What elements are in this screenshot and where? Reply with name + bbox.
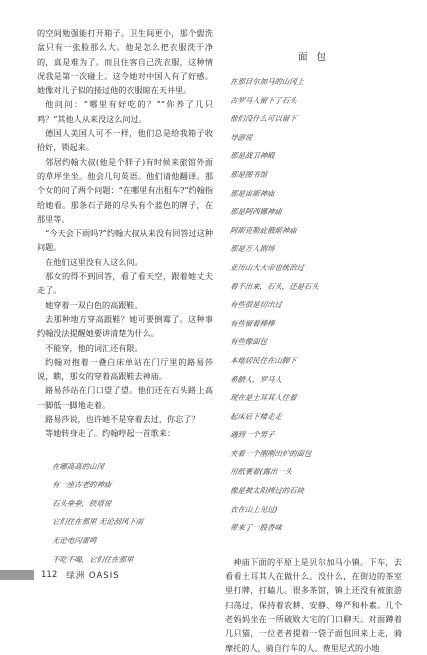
poem-line: 古罗马人留下了石头: [229, 95, 298, 105]
poem-line: 衣在山上见过): [229, 504, 278, 514]
page-footer: [0, 570, 160, 580]
paragraph: 不能穿，他的词汇还有限。: [45, 342, 143, 353]
paragraph: 神庙下面的平原上是贝尔加马小镇。下车，去看看土耳其人在做什么。没什么，在街边的茶室里打牌，打瞌儿。很多茶馆，镇上还没有被旅游扫荡过，保持着农耕、安静、尊严和朴素。几个老妈妈坐在一所破败大宅的门口聊天。对面蹲着几只猫，一位老者提着一袋子面包回来上走，骑摩托的人，骑自行车的人。费里尼式的小地: [225, 556, 402, 653]
poem-line: 在哪高高的山冈: [51, 461, 105, 471]
poem-line: 像是被太阳烤过的石块: [229, 486, 305, 496]
poem-line: 它们住在那里 无论刮风下雨: [51, 517, 144, 527]
page-number: 112: [41, 570, 58, 580]
poem-line: 那是宙斯神庙: [229, 188, 276, 198]
poem-title: 面 包: [297, 52, 330, 63]
paragraph: “今天会下雨吗?”约翰大叔从来没有回答过这种问题。: [37, 228, 213, 253]
poem-line: 带来了一股香味: [229, 523, 283, 533]
poem-line: 那是万人剧场: [229, 244, 276, 254]
paragraph: 在他们这里没有人这么问。: [45, 256, 143, 267]
right-poem: [225, 73, 402, 538]
poem-line: 夹着一个刚刚出炉的面包: [229, 448, 313, 458]
magazine-name: 绿洲 OASIS: [66, 571, 120, 581]
poem-line: 遇到一个男子: [229, 430, 276, 440]
poem-line: 有些留着棒棒: [229, 318, 276, 328]
paragraph: 等她转身走了。约翰哼起一首歌来：: [45, 428, 176, 439]
paragraph: 德国人美国人可不一样，他们总是给我箱子收拾好，锁起来。: [37, 128, 213, 153]
poem-line: 在那目尔加马的山冈上: [229, 77, 305, 86]
right-column: [225, 26, 402, 655]
poem-line: 石头垒垒，铁塔说: [51, 498, 112, 508]
footer-bar: [0, 570, 34, 580]
poem-line: 希腊人，罗马人: [229, 374, 283, 384]
poem-line: 现在是土耳其人住着: [229, 393, 298, 403]
poem-line: 不吃不喝，它们住在那里: [51, 554, 135, 564]
poem-line: 阿斯克勒庇俄斯神庙: [229, 225, 298, 235]
left-prose: [37, 26, 213, 441]
poem-line: 那是阿西娜神庙: [229, 207, 283, 217]
paragraph: 路易莎站在门口望了望。他们还在石头路上高一脚低一脚地走着。: [37, 385, 213, 410]
paragraph: 那女的得不到回答，看了看天空，跟着她丈夫走了。: [37, 271, 213, 296]
poem-line: 无论电闪雷鸣: [51, 535, 98, 545]
poem-line: 那是图书馆: [229, 169, 268, 179]
right-prose: [225, 555, 402, 655]
poem-line: 亚历山大大帝也统治过: [229, 262, 305, 272]
poem-line: 看不出来，石头，还是石头: [229, 281, 320, 291]
paragraph: 的空间勉强能打开箱子。卫生间更小，那个盥洗盆只有一张脸那么大。他是怎么把衣服洗干净的，真是难为了。而且住客自己洗衣服，这种情况我是第一次碰上。这令她对中国人有了好感。她像对儿子似的接过他的衣服晾在天井里。: [37, 28, 213, 96]
paragraph: 邻居约翰大叔(他是个胖子)有时候来旅馆外面的草坪坐坐。他会几句英语。他们请他翻译。那个女的问了两个问题：“在哪里有出租车?”约翰指给她看。那条石子路的尽头有个蓝色的牌子，在那里等。: [37, 156, 213, 224]
paragraph: 她穿着一双白色的高跟鞋。: [45, 299, 143, 310]
poem-line: 有些很是切出过: [229, 300, 283, 310]
poem-line: 那是战卫神殿: [229, 151, 276, 161]
poem-line: 有些像面包: [229, 337, 268, 347]
paragraph: 路易莎说，也许她不是穿着去过，你忘了？: [45, 414, 200, 425]
poem-line: 起床后下楼走走: [229, 411, 283, 421]
left-column: [37, 26, 213, 569]
poem-line: 导游说: [229, 132, 253, 142]
paragraph: 去那种地方穿高跟鞋？她可要倒霉了。这种事约翰没法提醒她要讲清楚为什么。: [37, 313, 213, 339]
poem-line: 用纸裹着(露出一头: [229, 467, 293, 477]
paragraph: 约翰对抱着一叠白床单站在门厅里的路易莎说，瞧，那女的穿着高跟鞋去神庙。: [37, 356, 213, 382]
left-poem: [37, 458, 213, 570]
poem-line: 本地居民住在山脚下: [229, 355, 298, 365]
poem-line: 他们没什么可以留下: [229, 114, 298, 124]
paragraph: 他问问：“哪里有好吃的？”“你养了几只鸡？”其他人从来没这么问过。: [37, 99, 213, 124]
poem-line: 有一座古老的神庙: [51, 480, 112, 490]
